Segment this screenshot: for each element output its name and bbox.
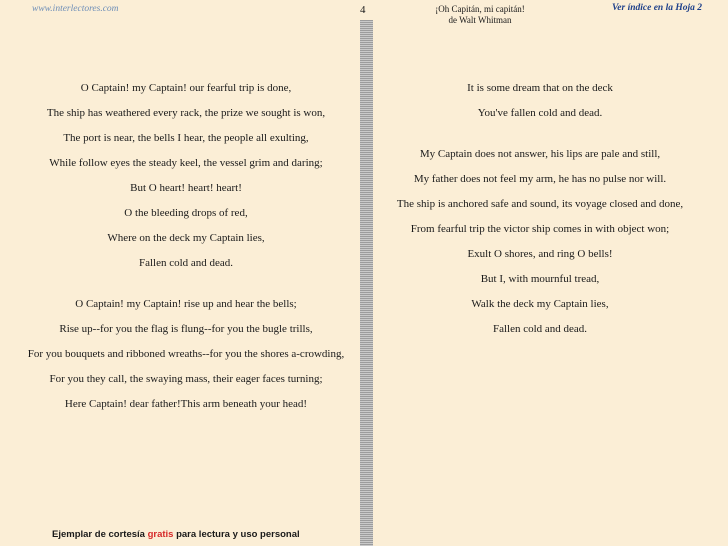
poem-line: My father does not feel my arm, he has no pulse nor will. (413, 173, 667, 185)
poem-line: The ship has weathered every rack, the prize we sought is won, (46, 107, 326, 119)
stanza (380, 146, 700, 338)
author-line: de Walt Whitman (448, 15, 512, 25)
poem-line: The ship is anchored safe and sound, its voyage closed and done, (396, 198, 684, 210)
poem-line: Exult O shores, and ring O bells! (467, 248, 613, 260)
poem-line: Rise up--for you the flag is flung--for you the bugle trills, (59, 323, 313, 335)
poem-line: Here Captain! dear father!This arm beneath your head! (64, 398, 308, 410)
site-link[interactable]: www.interlectores.com (32, 4, 119, 14)
poem-line: But O heart! heart! heart! (130, 182, 242, 194)
footer-suffix: para lectura y uso personal (173, 529, 300, 540)
index-link[interactable]: Ver índice en la Hoja 2 (612, 3, 702, 13)
poem-line: My Captain does not answer, his lips are pale and still, (419, 148, 661, 160)
page-number: 4 (360, 4, 366, 16)
courtesy-footer (52, 529, 300, 540)
poem-line: Fallen cold and dead. (492, 323, 588, 335)
poem-line: You've fallen cold and dead. (477, 107, 603, 119)
poem-line: For you bouquets and ribboned wreaths--for you the shores a-crowding, (27, 348, 345, 360)
poem-left-column (26, 80, 346, 437)
poem-line: Where on the deck my Captain lies, (107, 232, 265, 244)
poem-line: But I, with mournful tread, (480, 273, 600, 285)
poem-right-column (380, 80, 700, 362)
stanza (26, 296, 346, 413)
poem-line: O Captain! my Captain! our fearful trip is done, (80, 82, 292, 94)
poem-line: While follow eyes the steady keel, the vessel grim and daring; (49, 157, 323, 169)
title-line: ¡Oh Capitán, mi capitán! (435, 4, 525, 14)
poem-line: Walk the deck my Captain lies, (471, 298, 609, 310)
poem-line: O Captain! my Captain! rise up and hear the bells; (75, 298, 297, 310)
footer-prefix: Ejemplar de cortesía (52, 529, 148, 540)
poem-line: It is some dream that on the deck (467, 82, 613, 94)
poem-line: From fearful trip the victor ship comes in with object won; (410, 223, 670, 235)
stanza (26, 80, 346, 272)
book-spine (360, 20, 373, 546)
footer-highlight: gratis (147, 529, 174, 540)
stanza (380, 80, 700, 122)
book-title (400, 4, 560, 26)
poem-line: O the bleeding drops of red, (124, 207, 248, 219)
poem-line: The port is near, the bells I hear, the people all exulting, (63, 132, 309, 144)
poem-line: Fallen cold and dead. (138, 257, 234, 269)
poem-line: For you they call, the swaying mass, their eager faces turning; (49, 373, 323, 385)
